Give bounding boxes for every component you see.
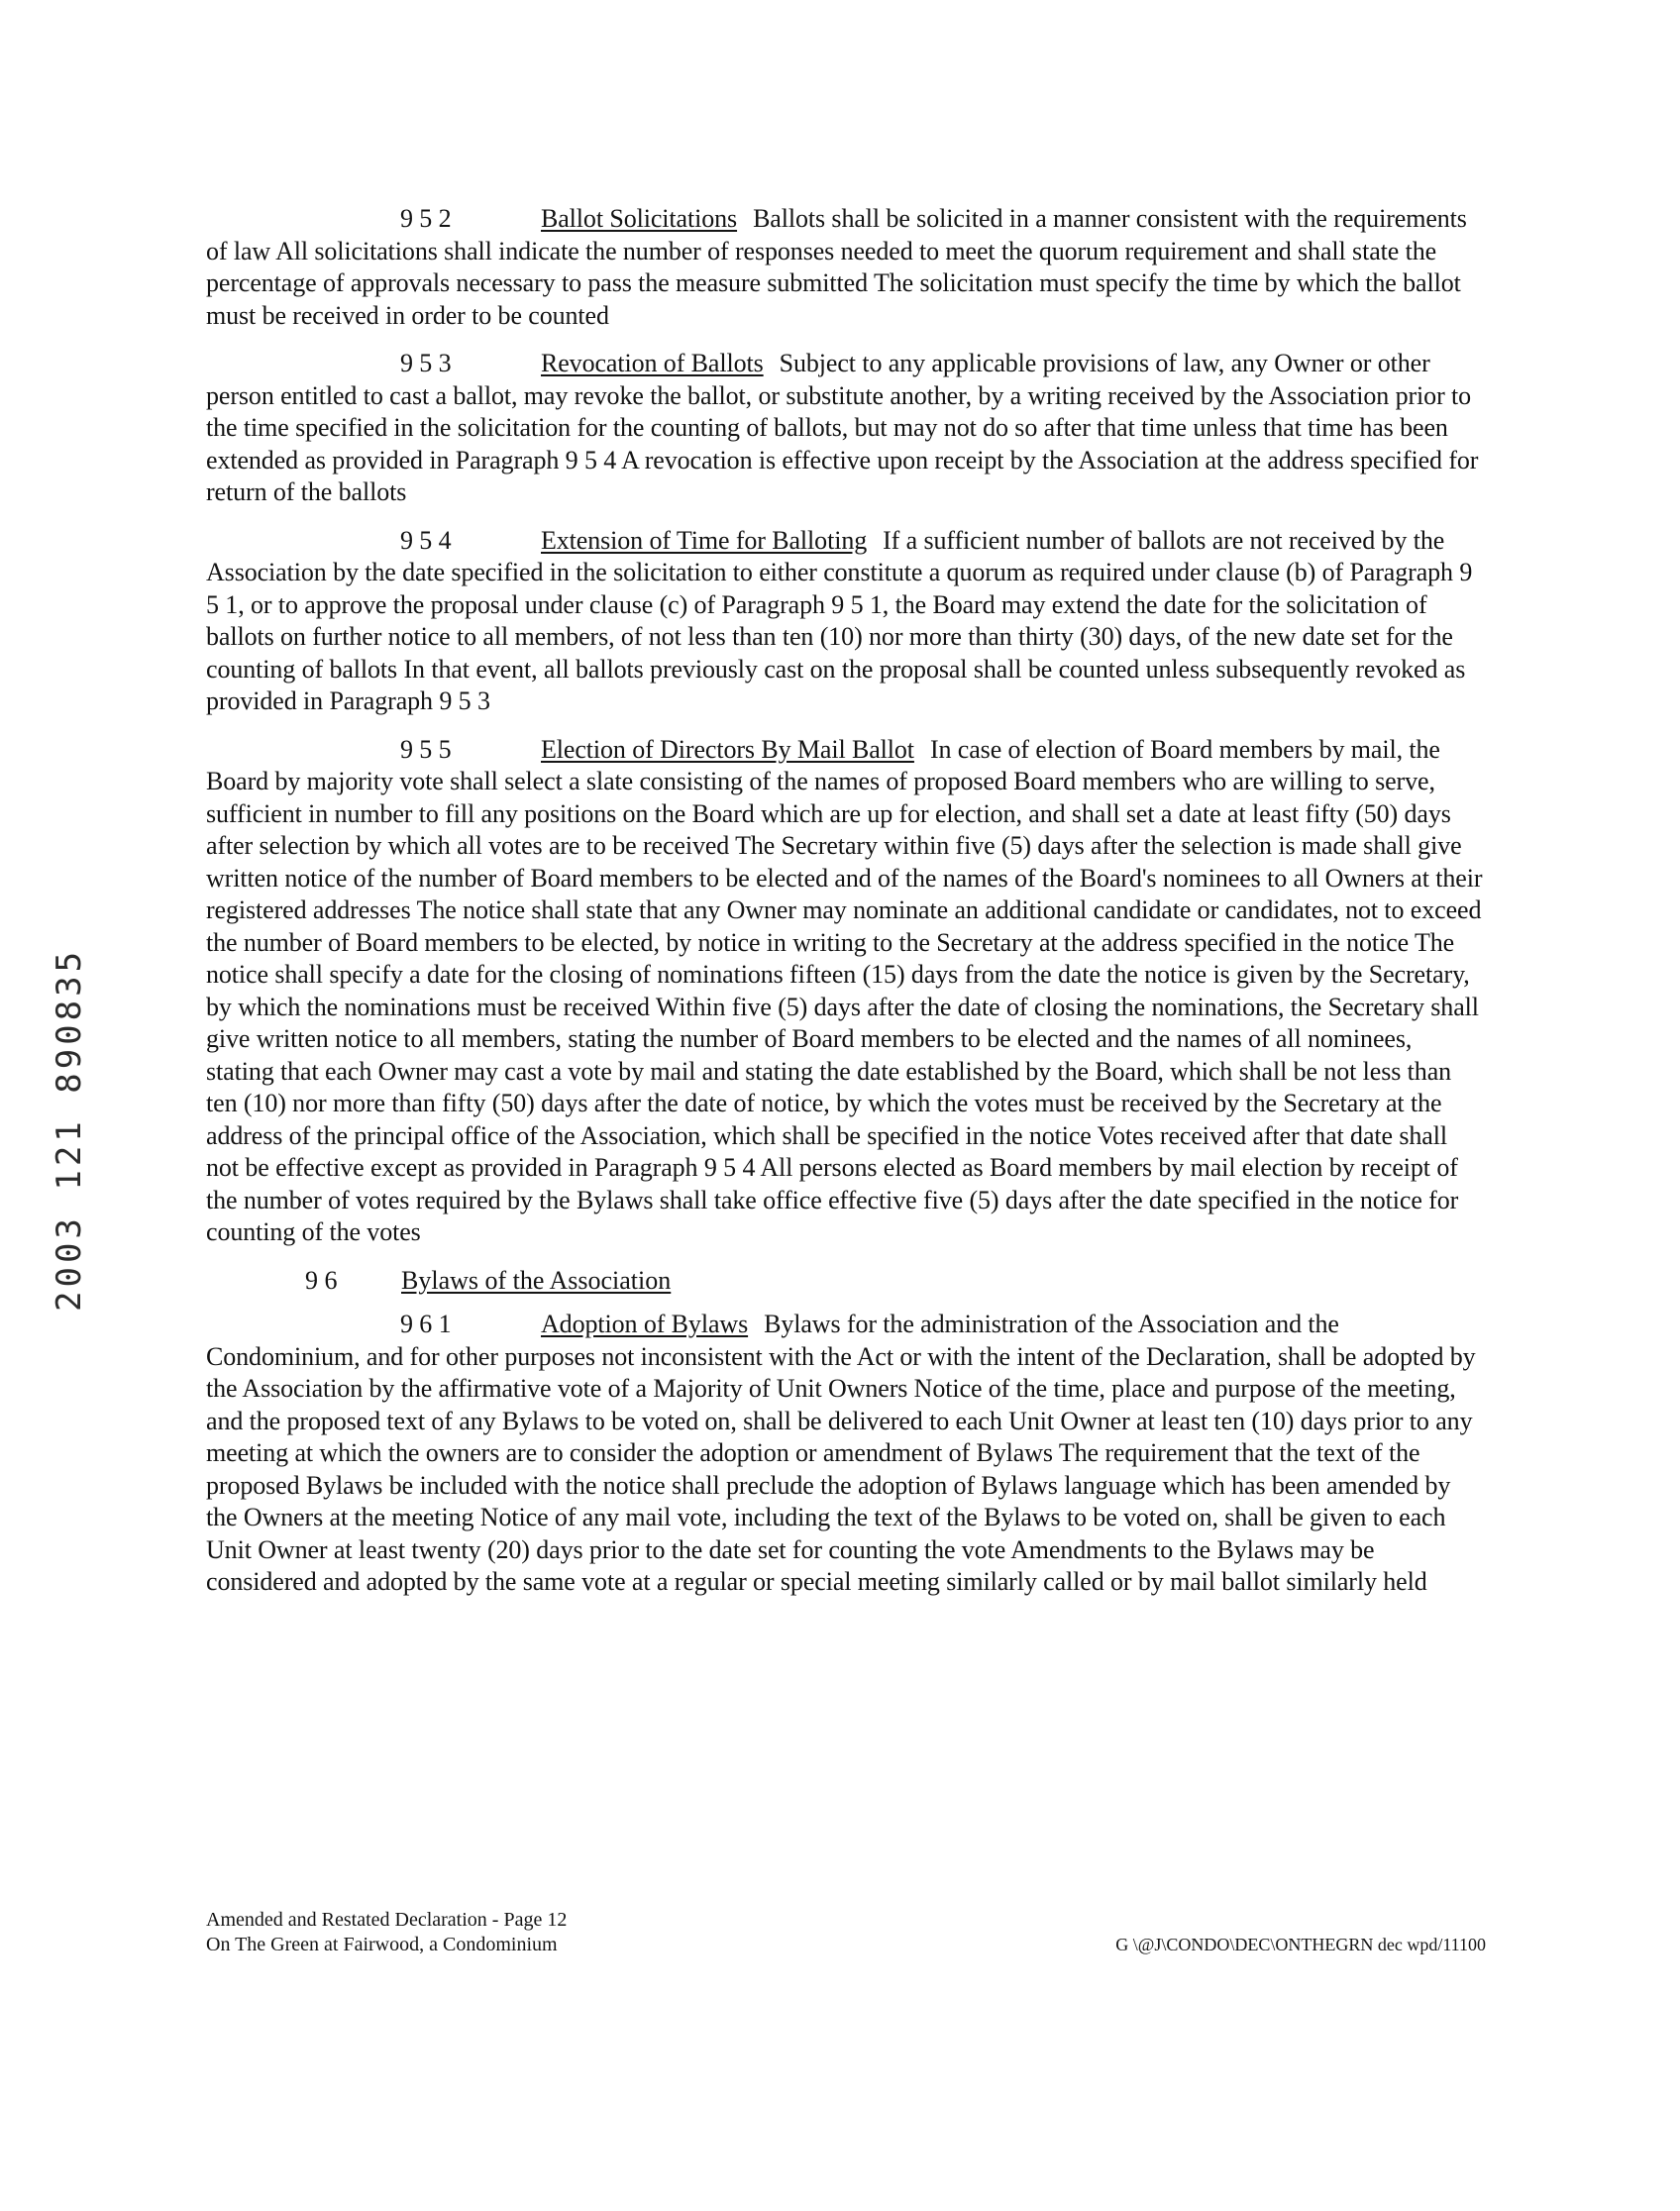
section-number: 9 5 3 bbox=[400, 349, 452, 377]
section-heading-9-6 bbox=[206, 1265, 1486, 1298]
section-text: In case of election of Board members by mail, the Board by majority vote shall select a slate consisting of the names of proposed Board members who are willing to serve, sufficient in number to fill any positions on the Board which are up for election, and shall set a date at least fifty (50) days after selection by which all votes are to be received The Secretary within five (5) days after the selection is made shall give written notice of the number of Board members to be elected and of the names of the Board's nominees to all Owners at their registered addresses The notice shall state that any Owner may nominate an additional candidate or candidates, not to exceed the number of Board members to be elected, by notice in writing to the Secretary at the address specified in the notice The notice shall specify a date for the closing of nominations fifteen (15) days from the date the notice is given by the Secretary, by which the nominations must be received Within five (5) days after the date of closing the nominations, the Secretary shall give written notice to all members, stating the number of Board members to be elected and the names of all nominees, stating that each Owner may cast a vote by mail and stating the date established by the Board, which shall be not less than ten (10) nor more than fifty (50) days after the date of notice, by which the votes must be received by the Secretary at the address of the principal office of the Association, which shall be specified in the notice Votes received after that date shall not be effective except as provided in Paragraph 9 5 4 All persons elected as Board members by mail election by receipt of the number of votes required by the Bylaws shall take office effective five (5) days after the date specified in the notice for counting of the votes bbox=[206, 734, 1483, 1246]
section-text: Ballots shall be solicited in a manner consistent with the requirements of law All solicitations shall indicate the number of responses needed to meet the quorum requirement and shall state the percentage of approvals necessary to pass the measure submitted The solicitation must specify the time by which the ballot must be received in order to be counted bbox=[206, 204, 1467, 330]
section-number: 9 5 5 bbox=[400, 734, 452, 764]
heading-number: 9 6 bbox=[305, 1265, 338, 1295]
section-title: Adoption of Bylaws bbox=[541, 1310, 749, 1338]
footer-property-name: On The Green at Fairwood, a Condominium bbox=[206, 1934, 558, 1955]
section-number: 9 5 2 bbox=[400, 204, 452, 233]
section-9-5-2 bbox=[206, 203, 1486, 332]
section-9-5-5 bbox=[206, 734, 1486, 1249]
section-text: Bylaws for the administration of the Association and the Condominium, and for other purposes not inconsistent with the Act or with the intent of the Declaration, shall be adopted by the Association by the affirmative vote of a Majority of Unit Owners Notice of the time, place and purpose of the meeting, and the proposed text of any Bylaws to be voted on, shall be delivered to each Unit Owner at least ten (10) days prior to any meeting at which the owners are to consider the adoption or amendment of Bylaws The requirement that the text of the proposed Bylaws be included with the notice shall preclude the adoption of Bylaws language which has been amended by the Owners at the meeting Notice of any mail vote, including the text of the Bylaws to be voted on, shall be given to each Unit Owner at least twenty (20) days prior to the date set for counting the vote Amendments to the Bylaws may be considered and adopted by the same vote at a regular or special meeting similarly called or by mail ballot similarly held bbox=[206, 1310, 1476, 1596]
footer-left bbox=[206, 1908, 567, 1957]
section-title: Extension of Time for Balloting bbox=[541, 525, 868, 555]
section-title: Revocation of Ballots bbox=[541, 349, 764, 377]
footer-document-title: Amended and Restated Declaration - Page 12 bbox=[206, 1909, 568, 1931]
recording-stamp: 2003 121 890835 bbox=[50, 947, 89, 1312]
section-9-5-3 bbox=[206, 348, 1486, 509]
section-number: 9 5 4 bbox=[400, 525, 452, 555]
section-9-6-1 bbox=[206, 1309, 1486, 1599]
section-text: Subject to any applicable provisions of law, any Owner or other person entitled to cast a ballot, may revoke the ballot, or substitute another, by a writing received by the Association prior to the time specified in the solicitation for the counting of ballots, but may not do so after that time unless that time has been extended as provided in Paragraph 9 5 4 A revocation is effective upon receipt by the Association at the address specified for return of the ballots bbox=[206, 349, 1479, 506]
heading-title: Bylaws of the Association bbox=[401, 1265, 672, 1295]
document-body bbox=[206, 203, 1486, 1615]
section-title: Ballot Solicitations bbox=[541, 204, 738, 233]
section-number: 9 6 1 bbox=[400, 1310, 452, 1338]
section-title: Election of Directors By Mail Ballot bbox=[541, 734, 914, 764]
footer-file-path: G \@J\CONDO\DEC\ONTHEGRN dec wpd/11100 bbox=[1115, 1935, 1486, 1954]
section-text: If a sufficient number of ballots are not received by the Association by the date specified in the solicitation to either constitute a quorum as required under clause (b) of Paragraph 9 5 1, or to approve the proposal under clause (c) of Paragraph 9 5 1, the Board may extend the date for the solicitation of ballots on further notice to all members, of not less than ten (10) nor more than thirty (30) days, of the new date set for the counting of ballots In that event, all ballots previously cast on the proposal shall be counted unless subsequently revoked as provided in Paragraph 9 5 3 bbox=[206, 525, 1473, 715]
section-9-5-4 bbox=[206, 525, 1486, 718]
